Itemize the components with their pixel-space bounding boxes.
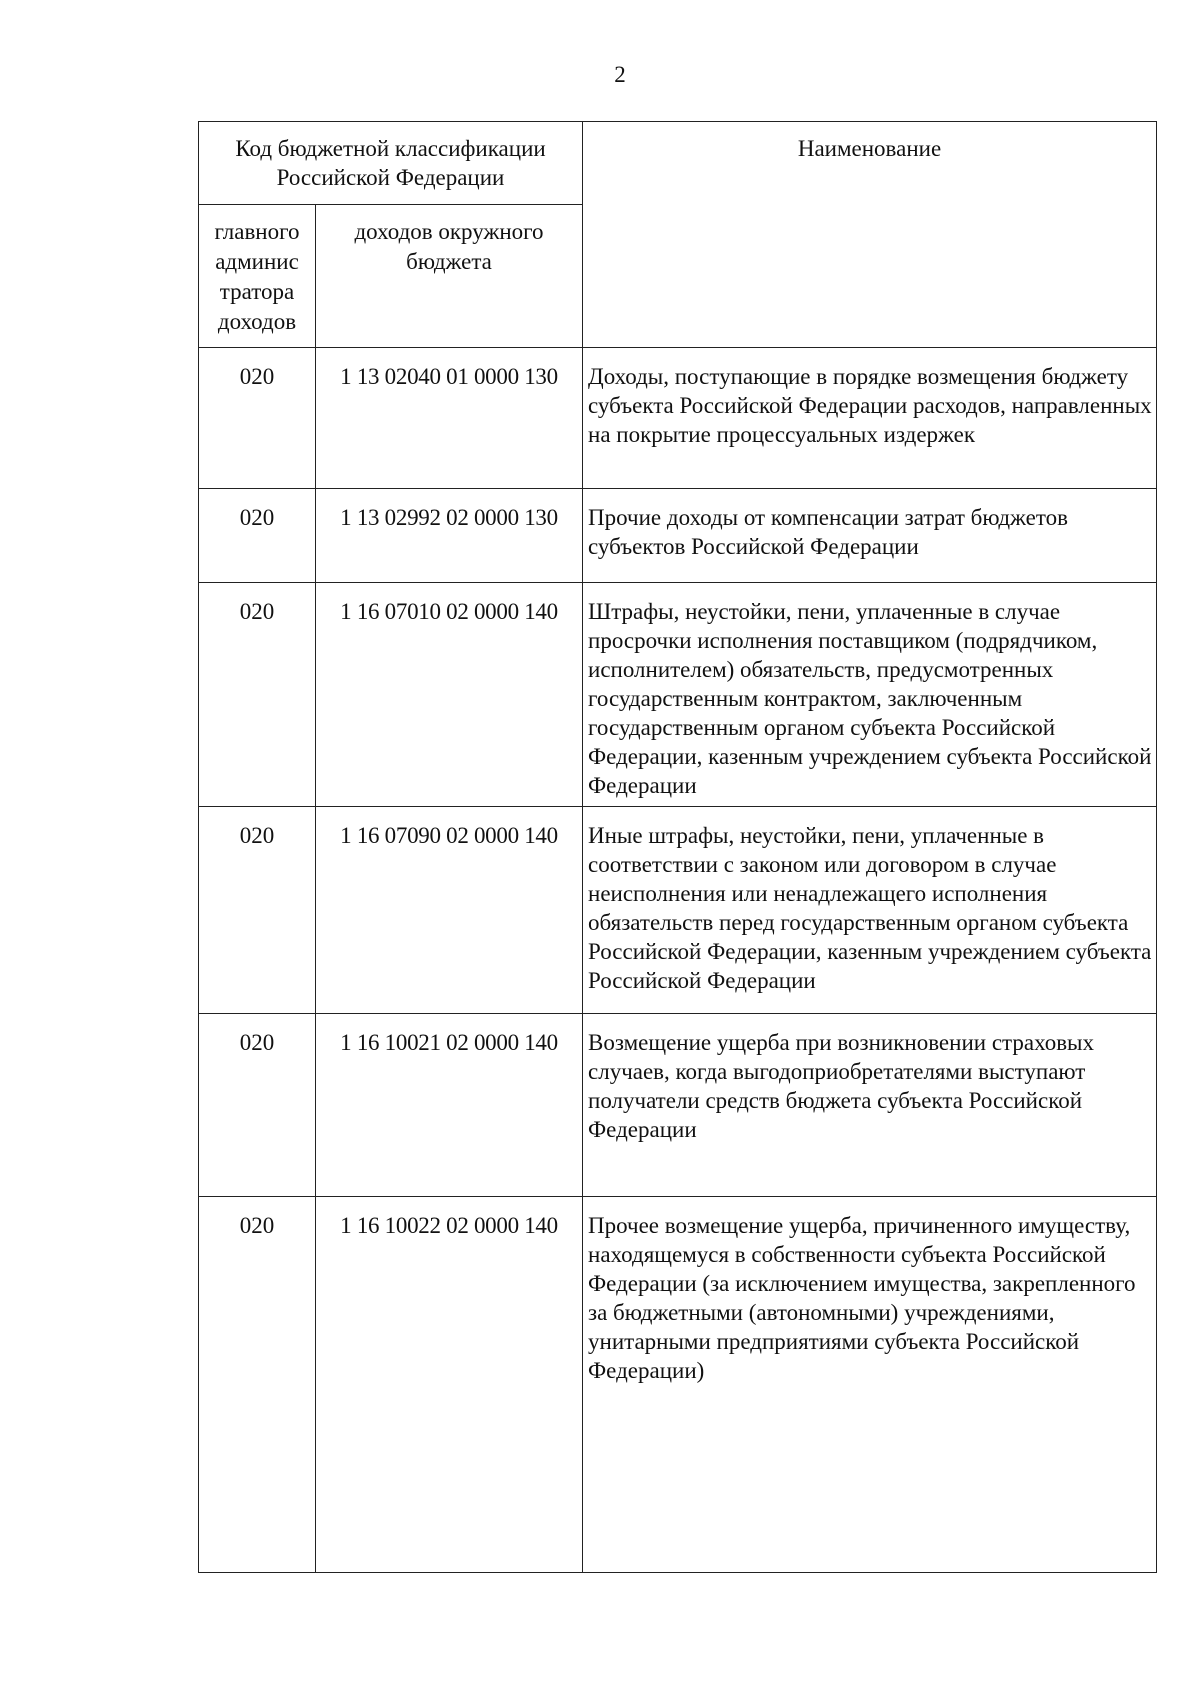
table-row — [199, 583, 1157, 807]
income-code-cell: 1 16 10021 02 0000 140 — [316, 1014, 583, 1197]
table-row — [199, 807, 1157, 1014]
table-row — [199, 1197, 1157, 1573]
table-row — [199, 1014, 1157, 1197]
income-name-cell: Прочие доходы от компенсации затрат бюджетов субъектов Российской Федерации — [583, 489, 1157, 583]
income-code-cell: 1 16 10022 02 0000 140 — [316, 1197, 583, 1573]
income-name-cell: Возмещение ущерба при возникновении страховых случаев, когда выгодоприобретателями выступают получатели средств бюджета субъекта Российской Федерации — [583, 1014, 1157, 1197]
header-name: Наименование — [583, 122, 1157, 348]
header-income: доходов окружного бюджета — [316, 205, 583, 348]
table-row — [199, 489, 1157, 583]
admin-code-cell: 020 — [199, 1014, 316, 1197]
admin-code-cell: 020 — [199, 489, 316, 583]
page-number: 2 — [614, 62, 626, 87]
income-code-cell: 1 13 02992 02 0000 130 — [316, 489, 583, 583]
budget-classification-table — [198, 121, 1157, 1573]
income-name-cell: Доходы, поступающие в порядке возмещения бюджету субъекта Российской Федерации расходов, направленных на покрытие процессуальных издержек — [583, 348, 1157, 489]
income-name-cell: Иные штрафы, неустойки, пени, уплаченные в соответствии с законом или договором в случае неисполнения или ненадлежащего исполнения обязательств перед государственным органом субъекта Российской Федерации, казенным учреждением субъекта Российской Федерации — [583, 807, 1157, 1014]
admin-code-cell: 020 — [199, 807, 316, 1014]
income-name-cell: Штрафы, неустойки, пени, уплаченные в случае просрочки исполнения поставщиком (подрядчиком, исполнителем) обязательств, предусмотренных государственным контрактом, заключенным государственным органом субъекта Российской Федерации, казенным учреждением субъекта Российской Федерации — [583, 583, 1157, 807]
income-code-cell: 1 16 07010 02 0000 140 — [316, 583, 583, 807]
admin-code-cell: 020 — [199, 348, 316, 489]
header-admin: главного админис тратора доходов — [199, 205, 316, 348]
income-name-cell: Прочее возмещение ущерба, причиненного имуществу, находящемуся в собственности субъекта Российской Федерации (за исключением имущества, закрепленного за бюджетными (автономными) учреждениями, унитарными предприятиями субъекта Российской Федерации) — [583, 1197, 1157, 1573]
admin-code-cell: 020 — [199, 583, 316, 807]
income-code-cell: 1 13 02040 01 0000 130 — [316, 348, 583, 489]
admin-code-cell: 020 — [199, 1197, 316, 1573]
header-classification-code: Код бюджетной классификации Российской Федерации — [199, 122, 583, 205]
table-row — [199, 348, 1157, 489]
income-code-cell: 1 16 07090 02 0000 140 — [316, 807, 583, 1014]
